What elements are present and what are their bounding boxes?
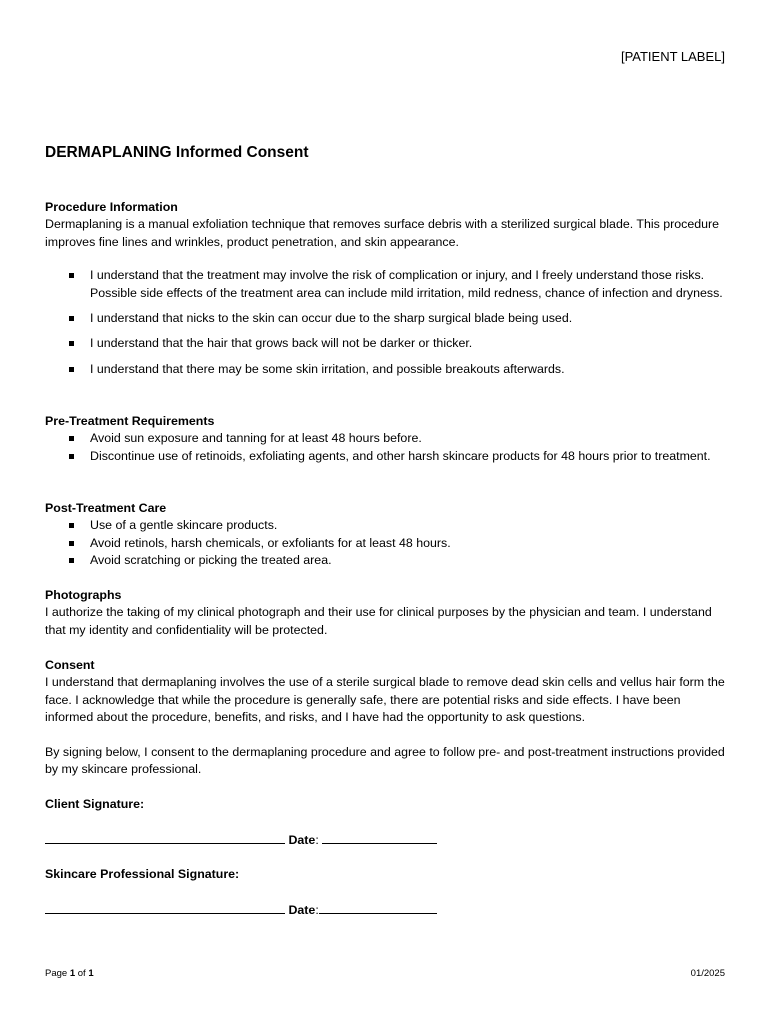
photographs-heading: Photographs [45,588,122,602]
document-title: DERMAPLANING Informed Consent [45,144,309,161]
pre-treatment-bullets [45,430,727,465]
consent-text: I understand that dermaplaning involves the use of a sterile surgical blade to remove dead skin cells and vellus hair form the face. I acknowledge that while the procedure is generally safe, there are potential risks and side effects. I have been informed about the procedure, benefits, and risks, and I have had the opportunity to ask questions. [45,675,725,725]
bullet-icon [69,523,74,528]
bullet-icon [69,273,74,278]
list-item: I understand that the treatment may involve the risk of complication or injury, and I freely understand those risks. Possible side effects of the treatment area can include mild irritation, mild redness, chance of infection and dryness. [45,267,727,302]
post-treatment-section [45,500,727,570]
patient-label: [PATIENT LABEL] [620,49,725,64]
list-item: I understand that nicks to the skin can occur due to the sharp surgical blade being used. [45,310,727,327]
bullet-icon [69,558,74,563]
photographs-text: I authorize the taking of my clinical photograph and their use for clinical purposes by the physician and team. I understand that my identity and confidentiality will be protected. [45,605,712,637]
client-date-label: Date [288,833,316,847]
list-item: Avoid scratching or picking the treated area. [45,552,727,569]
professional-signature-label: Skincare Professional Signature: [45,867,240,881]
post-treatment-bullets [45,517,727,569]
list-item: I understand that there may be some skin irritation, and possible breakouts afterwards. [45,361,727,378]
bullet-icon [69,454,74,459]
client-signature-label: Client Signature: [45,797,145,811]
professional-signature-row: Date: [45,900,727,919]
version-date: 01/2025 [690,968,725,979]
photographs-section [45,587,727,639]
bullet-icon [69,436,74,441]
client-date-field[interactable] [322,830,437,844]
procedure-bullets [45,267,727,378]
list-item: I understand that the hair that grows back will not be darker or thicker. [45,335,727,352]
bullet-icon [69,341,74,346]
procedure-section [45,199,727,386]
professional-date-field[interactable] [319,900,437,914]
page-number: Page 1 of 1 [45,968,94,979]
professional-signature-field[interactable] [45,900,285,914]
bullet-icon [69,316,74,321]
post-treatment-heading: Post-Treatment Care [45,501,167,515]
pre-treatment-heading: Pre-Treatment Requirements [45,414,215,428]
client-signature-field[interactable] [45,830,285,844]
list-item: Avoid sun exposure and tanning for at least 48 hours before. [45,430,727,447]
list-item: Use of a gentle skincare products. [45,517,727,534]
list-item: Avoid retinols, harsh chemicals, or exfoliants for at least 48 hours. [45,535,727,552]
bullet-icon [69,367,74,372]
procedure-text: Dermaplaning is a manual exfoliation technique that removes surface debris with a sterilized surgical blade. This procedure improves fine lines and wrinkles, product penetration, and skin appearance. [45,217,720,249]
professional-date-label: Date [288,903,316,917]
procedure-heading: Procedure Information [45,200,178,214]
client-signature-row: Date: [45,830,727,849]
consent-section [45,657,727,778]
bullet-icon [69,541,74,546]
list-item: Discontinue use of retinoids, exfoliating agents, and other harsh skincare products for 48 hours prior to treatment. [45,448,727,465]
consent-agreement-text: By signing below, I consent to the dermaplaning procedure and agree to follow pre- and post-treatment instructions provided by my skincare professional. [45,744,725,777]
pre-treatment-section [45,413,727,465]
consent-heading: Consent [45,658,95,672]
